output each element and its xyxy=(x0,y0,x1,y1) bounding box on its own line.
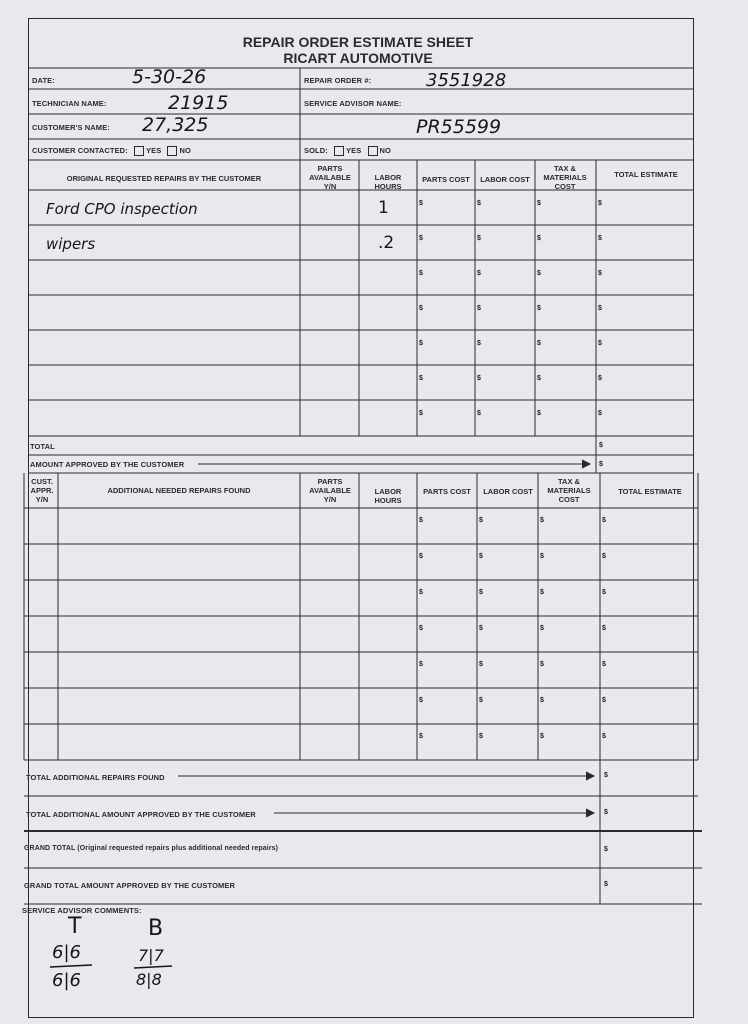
t2-currency-sign: $ xyxy=(540,517,544,524)
t2-currency-sign: $ xyxy=(419,661,423,668)
t1-currency-sign: $ xyxy=(598,375,602,382)
t2-currency-sign: $ xyxy=(602,661,606,668)
contacted-no-label: NO xyxy=(179,146,191,155)
t1-currency-sign: $ xyxy=(477,270,481,277)
t1-currency-sign: $ xyxy=(419,375,423,382)
comments-right-letter: B xyxy=(148,916,164,941)
t1-approved-dollar: $ xyxy=(599,461,603,468)
total-additional-approved-label: TOTAL ADDITIONAL AMOUNT APPROVED BY THE CUSTOMER xyxy=(26,810,256,819)
t1-currency-sign: $ xyxy=(477,200,481,207)
date-label: DATE: xyxy=(32,76,55,85)
comments-label: SERVICE ADVISOR COMMENTS: xyxy=(22,906,142,915)
comments-right-top: 7|7 xyxy=(138,946,164,965)
technician-label: TECHNICIAN NAME: xyxy=(32,99,107,108)
comments-tally-lines xyxy=(22,18,708,1018)
t2-currency-sign: $ xyxy=(602,517,606,524)
sold-label: SOLD: xyxy=(304,146,328,155)
t1-total-dollar: $ xyxy=(599,442,603,449)
t2-currency-sign: $ xyxy=(540,697,544,704)
t1-approved-label: AMOUNT APPROVED BY THE CUSTOMER xyxy=(30,460,185,469)
t2-currency-sign: $ xyxy=(540,589,544,596)
t2-header-tax-materials: TAX & MATERIALS COST xyxy=(547,477,591,504)
t2-header-additional-repairs: ADDITIONAL NEEDED REPAIRS FOUND xyxy=(107,486,251,495)
t2-currency-sign: $ xyxy=(540,625,544,632)
t2-currency-sign: $ xyxy=(540,553,544,560)
t1-header-parts-cost: PARTS COST xyxy=(422,175,470,184)
customer-contacted-label: CUSTOMER CONTACTED: xyxy=(32,146,128,155)
t2-currency-sign: $ xyxy=(602,553,606,560)
t2-currency-sign: $ xyxy=(479,661,483,668)
t1-labor-hours-text: 1 xyxy=(378,198,389,218)
total-additional-label: TOTAL ADDITIONAL REPAIRS FOUND xyxy=(26,773,165,782)
t1-currency-sign: $ xyxy=(598,200,602,207)
total-additional-dollar: $ xyxy=(604,772,608,779)
t2-currency-sign: $ xyxy=(602,589,606,596)
company-name: RICART AUTOMOTIVE xyxy=(283,50,433,66)
t2-header-labor-cost: LABOR COST xyxy=(483,487,533,496)
t1-currency-sign: $ xyxy=(537,305,541,312)
t1-currency-sign: $ xyxy=(537,410,541,417)
t1-currency-sign: $ xyxy=(419,305,423,312)
t1-currency-sign: $ xyxy=(598,235,602,242)
comments-left-bottom: 6|6 xyxy=(52,970,81,991)
date-value: 5-30-26 xyxy=(132,66,207,88)
sold-yes-label: YES xyxy=(346,146,362,155)
t2-header-labor-hours: LABOR HOURS xyxy=(374,487,402,505)
grand-total-approved-label: GRAND TOTAL AMOUNT APPROVED BY THE CUSTOMER xyxy=(24,881,235,890)
t2-currency-sign: $ xyxy=(479,553,483,560)
t1-currency-sign: $ xyxy=(419,270,423,277)
t1-currency-sign: $ xyxy=(537,235,541,242)
t1-total-label: TOTAL xyxy=(30,442,55,451)
t2-currency-sign: $ xyxy=(419,625,423,632)
repair-order-label: REPAIR ORDER #: xyxy=(304,76,372,85)
t1-currency-sign: $ xyxy=(477,375,481,382)
t1-currency-sign: $ xyxy=(598,305,602,312)
service-advisor-label: SERVICE ADVISOR NAME: xyxy=(304,99,402,108)
t2-currency-sign: $ xyxy=(479,697,483,704)
t1-currency-sign: $ xyxy=(598,410,602,417)
comments-left-letter: T xyxy=(68,914,82,939)
grand-total-approved-dollar: $ xyxy=(604,881,608,888)
t1-currency-sign: $ xyxy=(477,340,481,347)
t1-currency-sign: $ xyxy=(419,410,423,417)
t1-header-labor-hours: LABOR HOURS xyxy=(374,173,402,191)
sold-no-label: NO xyxy=(379,146,391,155)
t2-currency-sign: $ xyxy=(540,733,544,740)
t1-currency-sign: $ xyxy=(537,375,541,382)
comments-right-bottom: 8|8 xyxy=(136,970,162,989)
t1-currency-sign: $ xyxy=(537,200,541,207)
t1-repair-text: wipers xyxy=(46,235,96,253)
t2-header-parts-available: PARTS AVAILABLE Y/N xyxy=(309,477,351,504)
t1-header-tax-materials: TAX & MATERIALS COST xyxy=(543,164,587,191)
t1-currency-sign: $ xyxy=(598,340,602,347)
t2-currency-sign: $ xyxy=(419,517,423,524)
sheet-title: REPAIR ORDER ESTIMATE SHEET xyxy=(242,34,474,50)
t2-currency-sign: $ xyxy=(602,697,606,704)
t2-currency-sign: $ xyxy=(419,553,423,560)
t1-currency-sign: $ xyxy=(598,270,602,277)
t1-labor-hours-text: .2 xyxy=(378,233,395,253)
t1-header-total-estimate: TOTAL ESTIMATE xyxy=(614,170,678,179)
t1-currency-sign: $ xyxy=(477,235,481,242)
total-additional-approved-dollar: $ xyxy=(604,809,608,816)
customer-name-label: CUSTOMER'S NAME: xyxy=(32,123,110,132)
t2-currency-sign: $ xyxy=(419,697,423,704)
contacted-yes-label: YES xyxy=(145,146,162,155)
repair-order-value: 3551928 xyxy=(426,70,507,91)
estimate-sheet xyxy=(22,18,708,1018)
t1-header-labor-cost: LABOR COST xyxy=(480,175,530,184)
t2-header-cust-appr: CUST. APPR. Y/N xyxy=(30,477,54,504)
grand-total-dollar: $ xyxy=(604,846,608,853)
t2-header-parts-cost: PARTS COST xyxy=(423,487,471,496)
t2-currency-sign: $ xyxy=(419,589,423,596)
customer-name-value: 27,325 xyxy=(142,114,209,136)
t2-currency-sign: $ xyxy=(479,589,483,596)
t1-currency-sign: $ xyxy=(537,340,541,347)
t1-header-repairs: ORIGINAL REQUESTED REPAIRS BY THE CUSTOMER xyxy=(66,174,262,183)
t2-currency-sign: $ xyxy=(540,661,544,668)
t1-currency-sign: $ xyxy=(477,410,481,417)
t2-currency-sign: $ xyxy=(479,517,483,524)
service-advisor-value: PR55599 xyxy=(416,116,502,138)
t1-currency-sign: $ xyxy=(419,200,423,207)
t2-currency-sign: $ xyxy=(479,625,483,632)
t2-currency-sign: $ xyxy=(602,733,606,740)
t2-header-total-estimate: TOTAL ESTIMATE xyxy=(618,487,682,496)
t1-currency-sign: $ xyxy=(419,235,423,242)
t2-currency-sign: $ xyxy=(419,733,423,740)
t1-repair-text: Ford CPO inspection xyxy=(46,200,198,218)
comments-left-top: 6|6 xyxy=(52,942,81,963)
t1-currency-sign: $ xyxy=(419,340,423,347)
t2-currency-sign: $ xyxy=(602,625,606,632)
t1-header-parts-available: PARTS AVAILABLE Y/N xyxy=(309,164,351,191)
t1-currency-sign: $ xyxy=(477,305,481,312)
t2-currency-sign: $ xyxy=(479,733,483,740)
technician-value: 21915 xyxy=(168,92,229,114)
grand-total-label: GRAND TOTAL (Original requested repairs plus additional needed repairs) xyxy=(24,845,279,852)
t1-currency-sign: $ xyxy=(537,270,541,277)
